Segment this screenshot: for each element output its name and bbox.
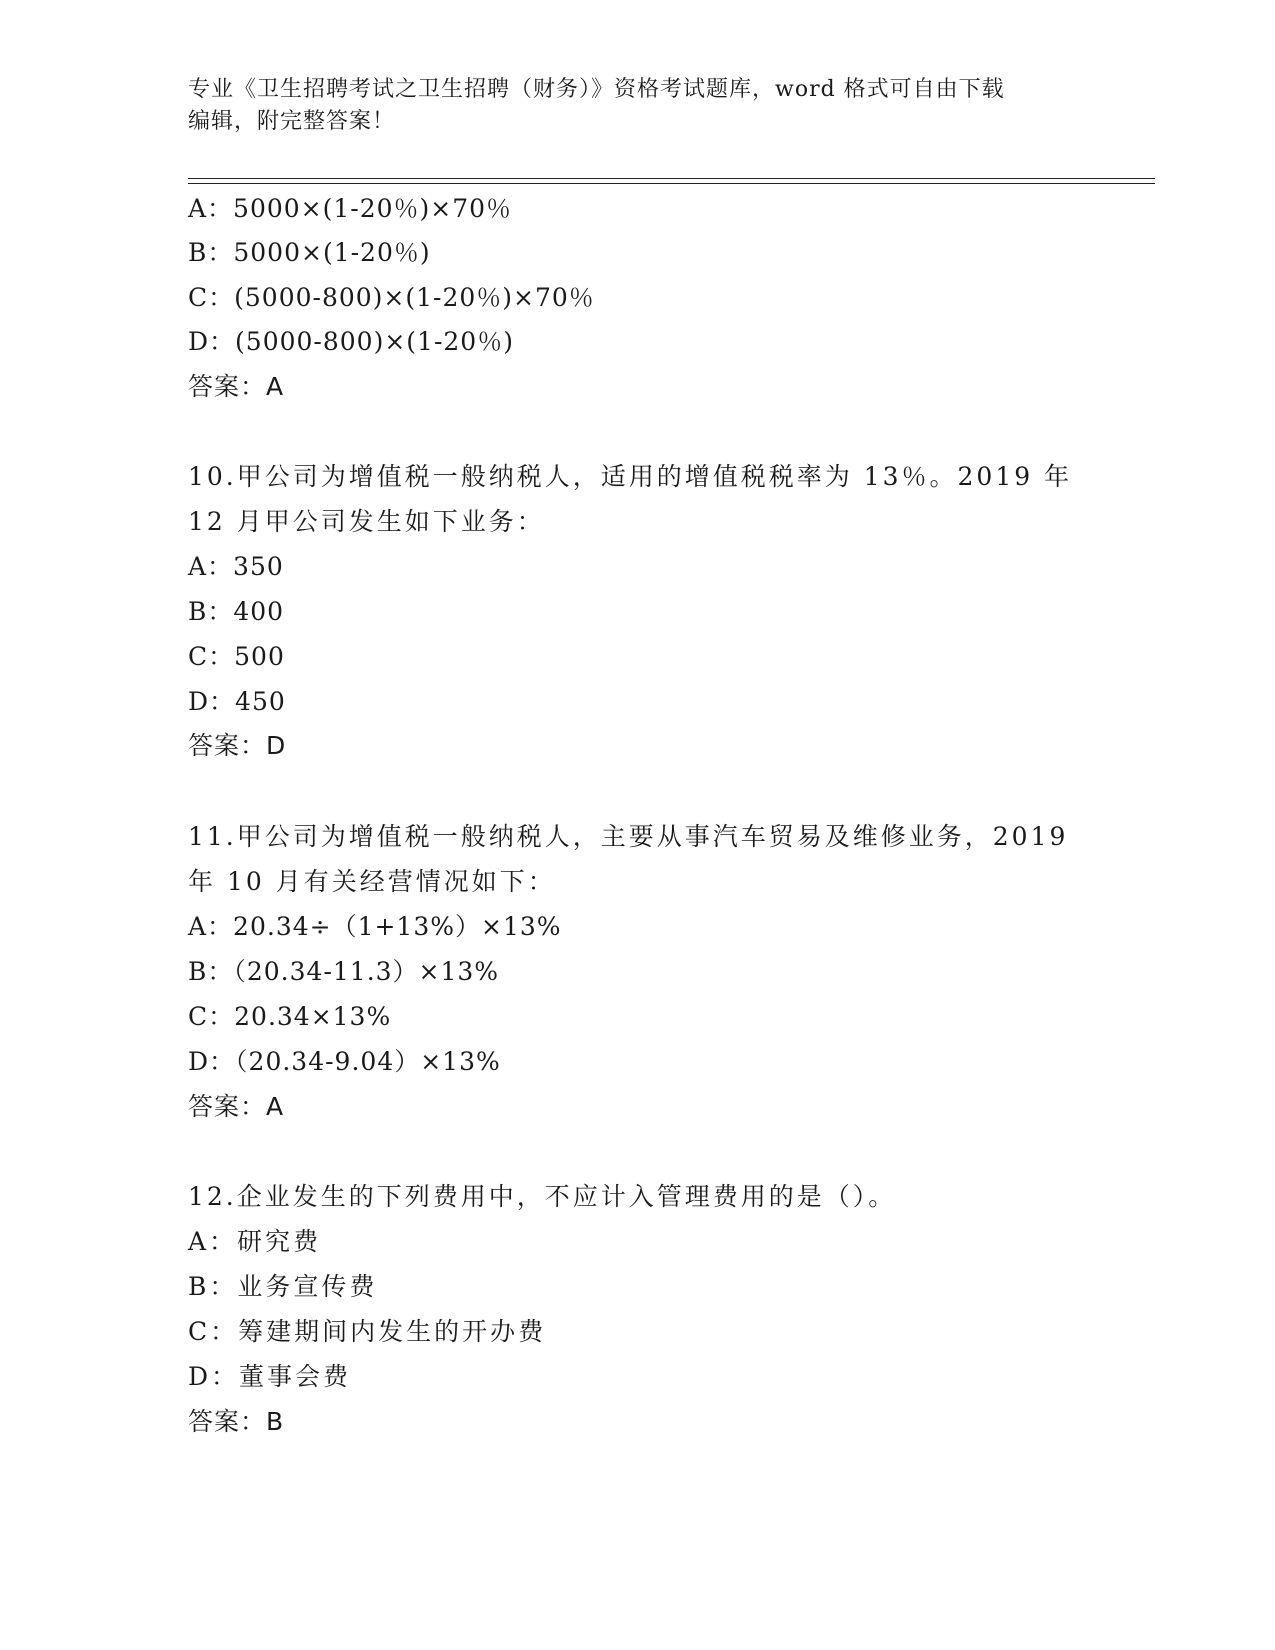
q11-stem-line-1: 11.甲公司为增值税一般纳税人，主要从事汽车贸易及维修业务，2019	[188, 822, 1069, 851]
q9-option-b: B：5000×(1-20％)	[188, 238, 431, 267]
q9-option-c: C：(5000-800)×(1-20％)×70％	[188, 283, 595, 312]
q9-option-a: A：5000×(1-20％)×70％	[188, 194, 513, 223]
q12-option-b: B：业务宣传费	[188, 1272, 378, 1301]
q10-stem-line-2: 12 月甲公司发生如下业务：	[188, 507, 545, 536]
q10-option-b: B：400	[188, 597, 285, 626]
q10-option-a: A：350	[188, 552, 284, 581]
q12-option-c: C：筹建期间内发生的开办费	[188, 1317, 547, 1346]
q10-option-c: C：500	[188, 642, 285, 671]
q11-stem-line-2: 年 10 月有关经营情况如下：	[188, 867, 556, 896]
header-divider-top	[188, 178, 1155, 179]
q9-option-d: D：(5000-800)×(1-20％)	[188, 327, 514, 356]
q11-option-d: D：（20.34-9.04）×13%	[188, 1047, 501, 1076]
q12-option-d: D：董事会费	[188, 1362, 352, 1391]
q10-answer: 答案：D	[188, 731, 287, 760]
document-header	[188, 74, 1088, 138]
header-divider-bottom	[188, 183, 1155, 184]
q12-option-a: A：研究费	[188, 1227, 322, 1256]
q11-option-b: B：（20.34-11.3）×13%	[188, 957, 500, 986]
q9-answer: 答案：A	[188, 372, 285, 401]
header-line-1: 专业《卫生招聘考试之卫生招聘（财务）》资格考试题库，word 格式可自由下载	[188, 77, 1005, 102]
header-line-2: 编辑，附完整答案！	[188, 109, 396, 134]
q11-answer: 答案：A	[188, 1092, 285, 1121]
q10-stem-line-1: 10.甲公司为增值税一般纳税人，适用的增值税税率为 13％。2019 年	[188, 462, 1073, 491]
q12-stem-line-1: 12.企业发生的下列费用中，不应计入管理费用的是（）。	[188, 1182, 897, 1211]
q10-option-d: D：450	[188, 687, 286, 716]
q11-option-a: A：20.34÷（1+13%）×13%	[188, 912, 562, 941]
q11-option-c: C：20.34×13%	[188, 1002, 392, 1031]
q12-answer: 答案：B	[188, 1407, 285, 1436]
